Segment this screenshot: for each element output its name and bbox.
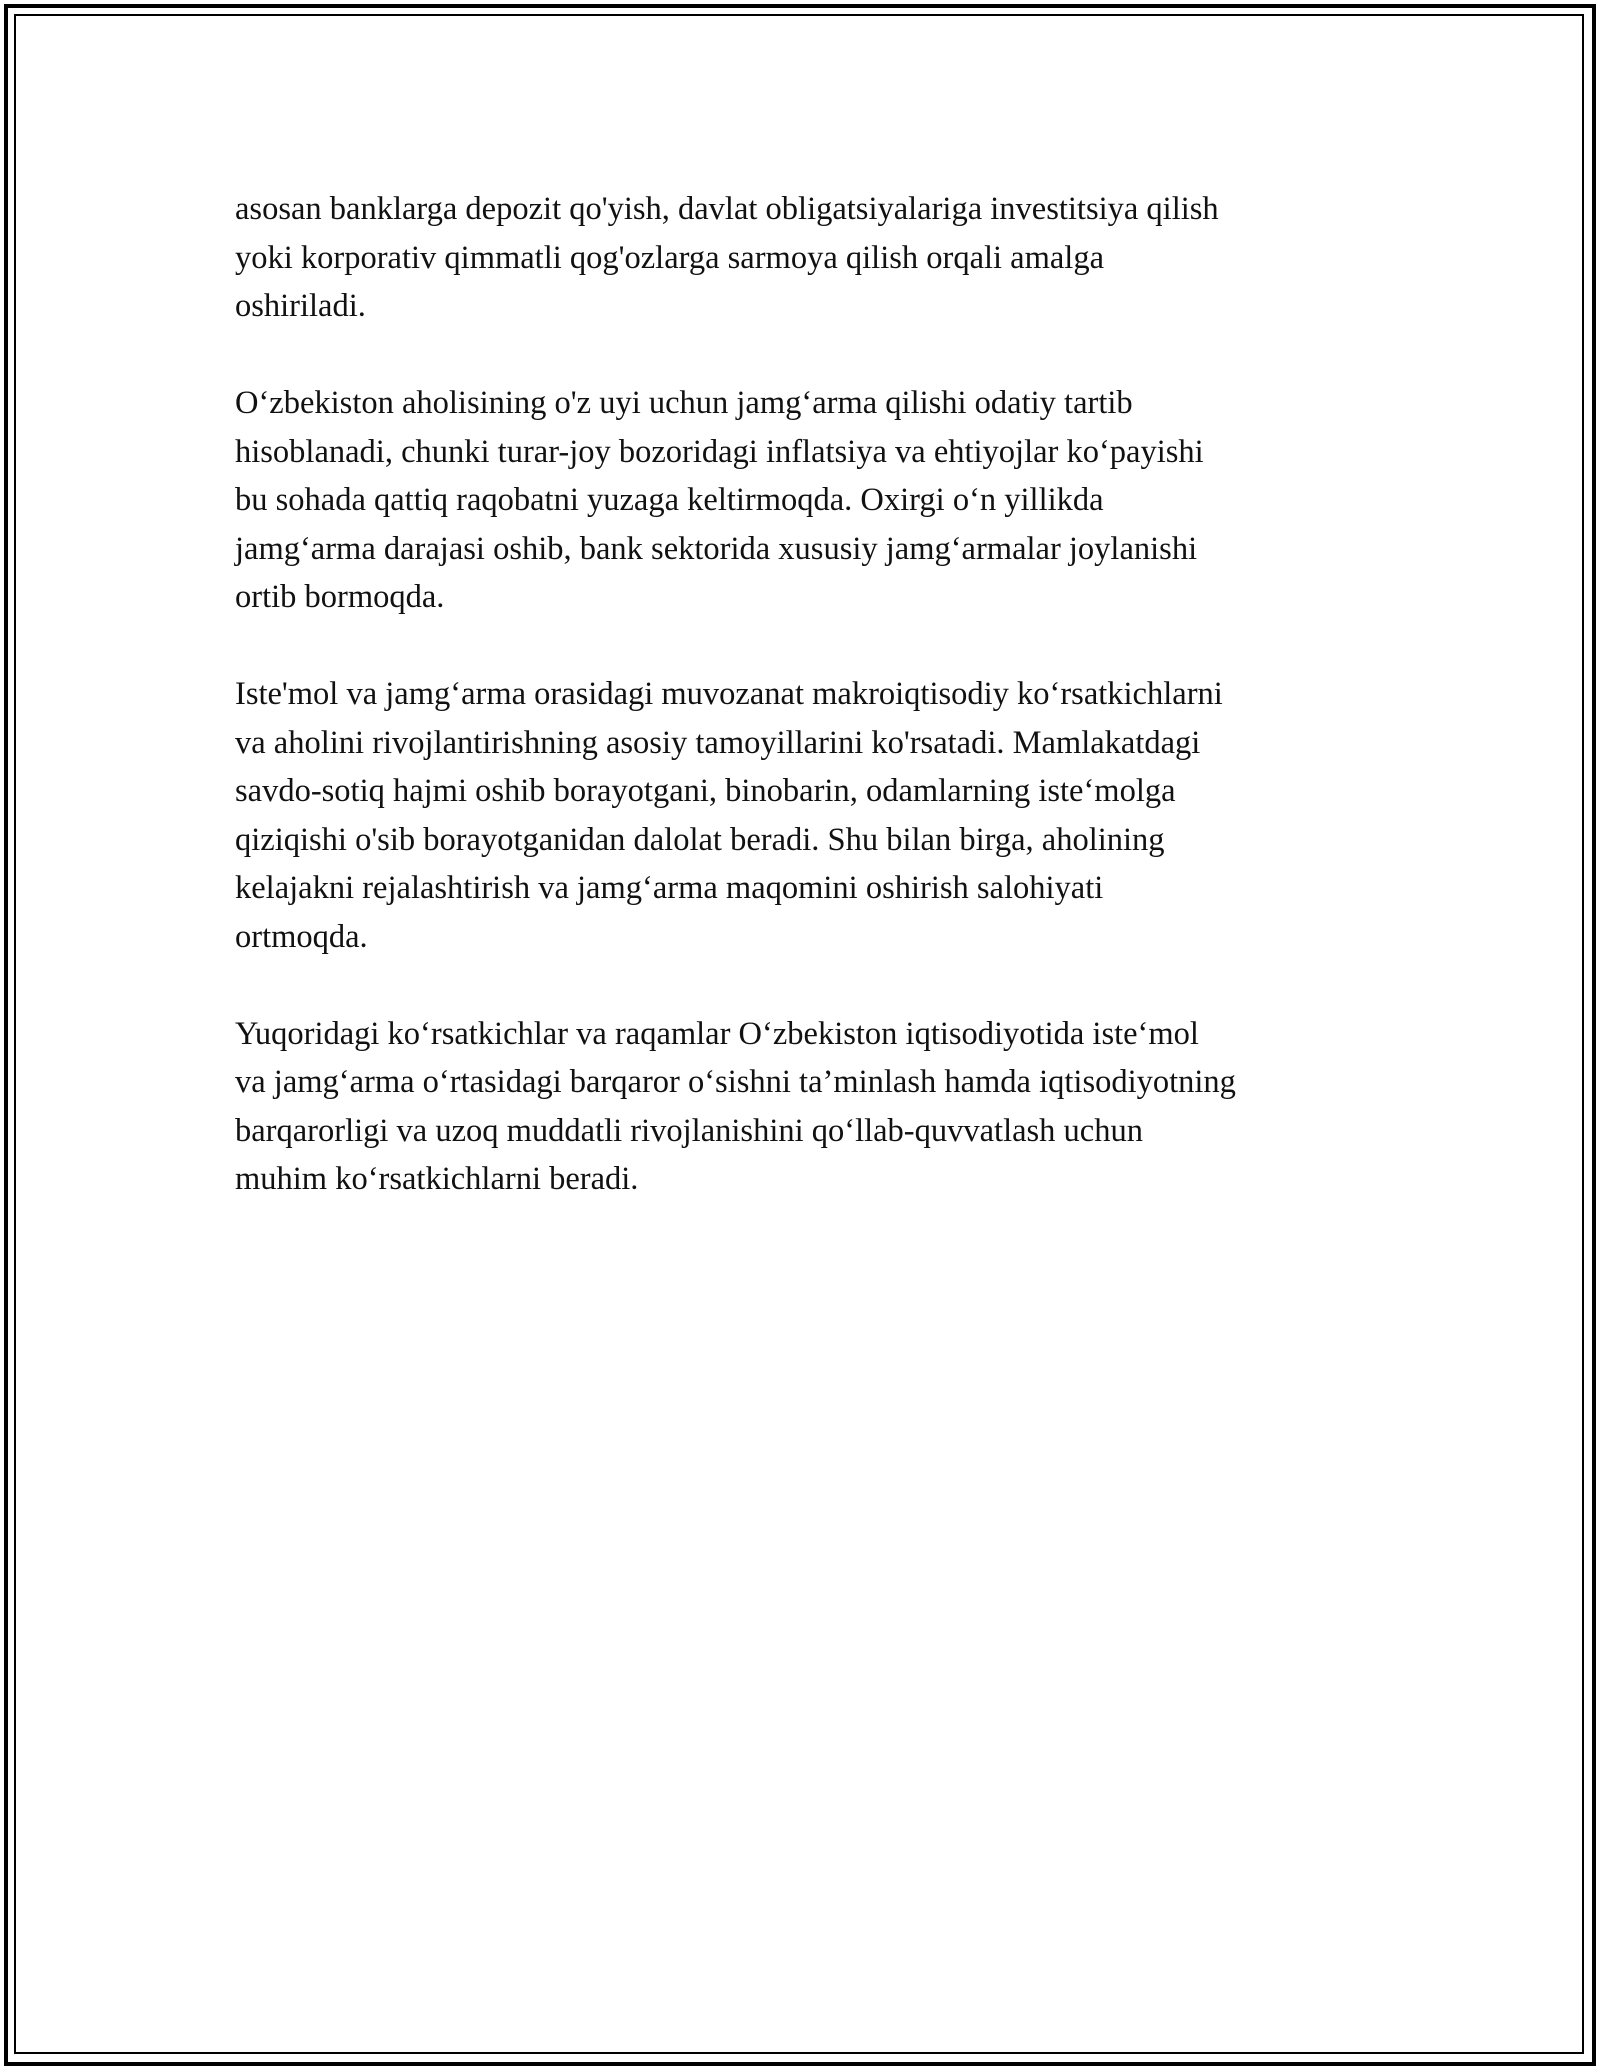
text-line: ortib bormoqda. (235, 579, 445, 615)
text-line: O‘zbekiston aholisining o'z uyi uchun jamg‘arma qilishi odatiy tartib (235, 385, 1133, 421)
paragraph-1 (235, 185, 1385, 331)
text-line: oshiriladi. (235, 288, 366, 324)
text-line: va jamg‘arma o‘rtasidagi barqaror o‘sishni ta’minlash hamda iqtisodiyotning (235, 1064, 1236, 1100)
text-line: qiziqishi o'sib borayotganidan dalolat beradi. Shu bilan birga, aholining (235, 821, 1165, 858)
text-line: Yuqoridagi ko‘rsatkichlar va raqamlar O‘zbekiston iqtisodiyotida iste‘mol (235, 1015, 1199, 1052)
paragraph-2 (235, 379, 1385, 622)
paragraph-3 (235, 670, 1385, 961)
text-line: va aholini rivojlantirishning asosiy tamoyillarini ko'rsatadi. Mamlakatdagi (235, 724, 1201, 761)
text-line: muhim ko‘rsatkichlarni beradi. (235, 1161, 639, 1197)
text-line: yoki korporativ qimmatli qog'ozlarga sarmoya qilish orqali amalga (235, 239, 1105, 276)
text-line: hisoblanadi, chunki turar-joy bozoridagi inflatsiya va ehtiyojlar ko‘payishi (235, 433, 1204, 470)
text-line: kelajakni rejalashtirish va jamg‘arma maqomini oshirish salohiyati (235, 870, 1104, 906)
text-line: jamg‘arma darajasi oshib, bank sektorida xususiy jamg‘armalar joylanishi (235, 530, 1198, 567)
text-line: barqarorligi va uzoq muddatli rivojlanishini qo‘llab-quvvatlash uchun (235, 1112, 1143, 1149)
paragraph-4 (235, 1010, 1385, 1204)
text-line: ortmoqda. (235, 918, 368, 955)
text-line: asosan banklarga depozit qo'yish, davlat obligatsiyalariga investitsiya qilish (235, 191, 1219, 227)
text-line: bu sohada qattiq raqobatni yuzaga keltirmoqda. Oxirgi o‘n yillikda (235, 482, 1104, 518)
text-line: savdo-sotiq hajmi oshib borayotgani, binobarin, odamlarning iste‘molga (235, 773, 1176, 809)
document-body (235, 185, 1385, 1252)
text-line: Iste'mol va jamg‘arma orasidagi muvozanat makroiqtisodiy ko‘rsatkichlarni (235, 676, 1223, 712)
